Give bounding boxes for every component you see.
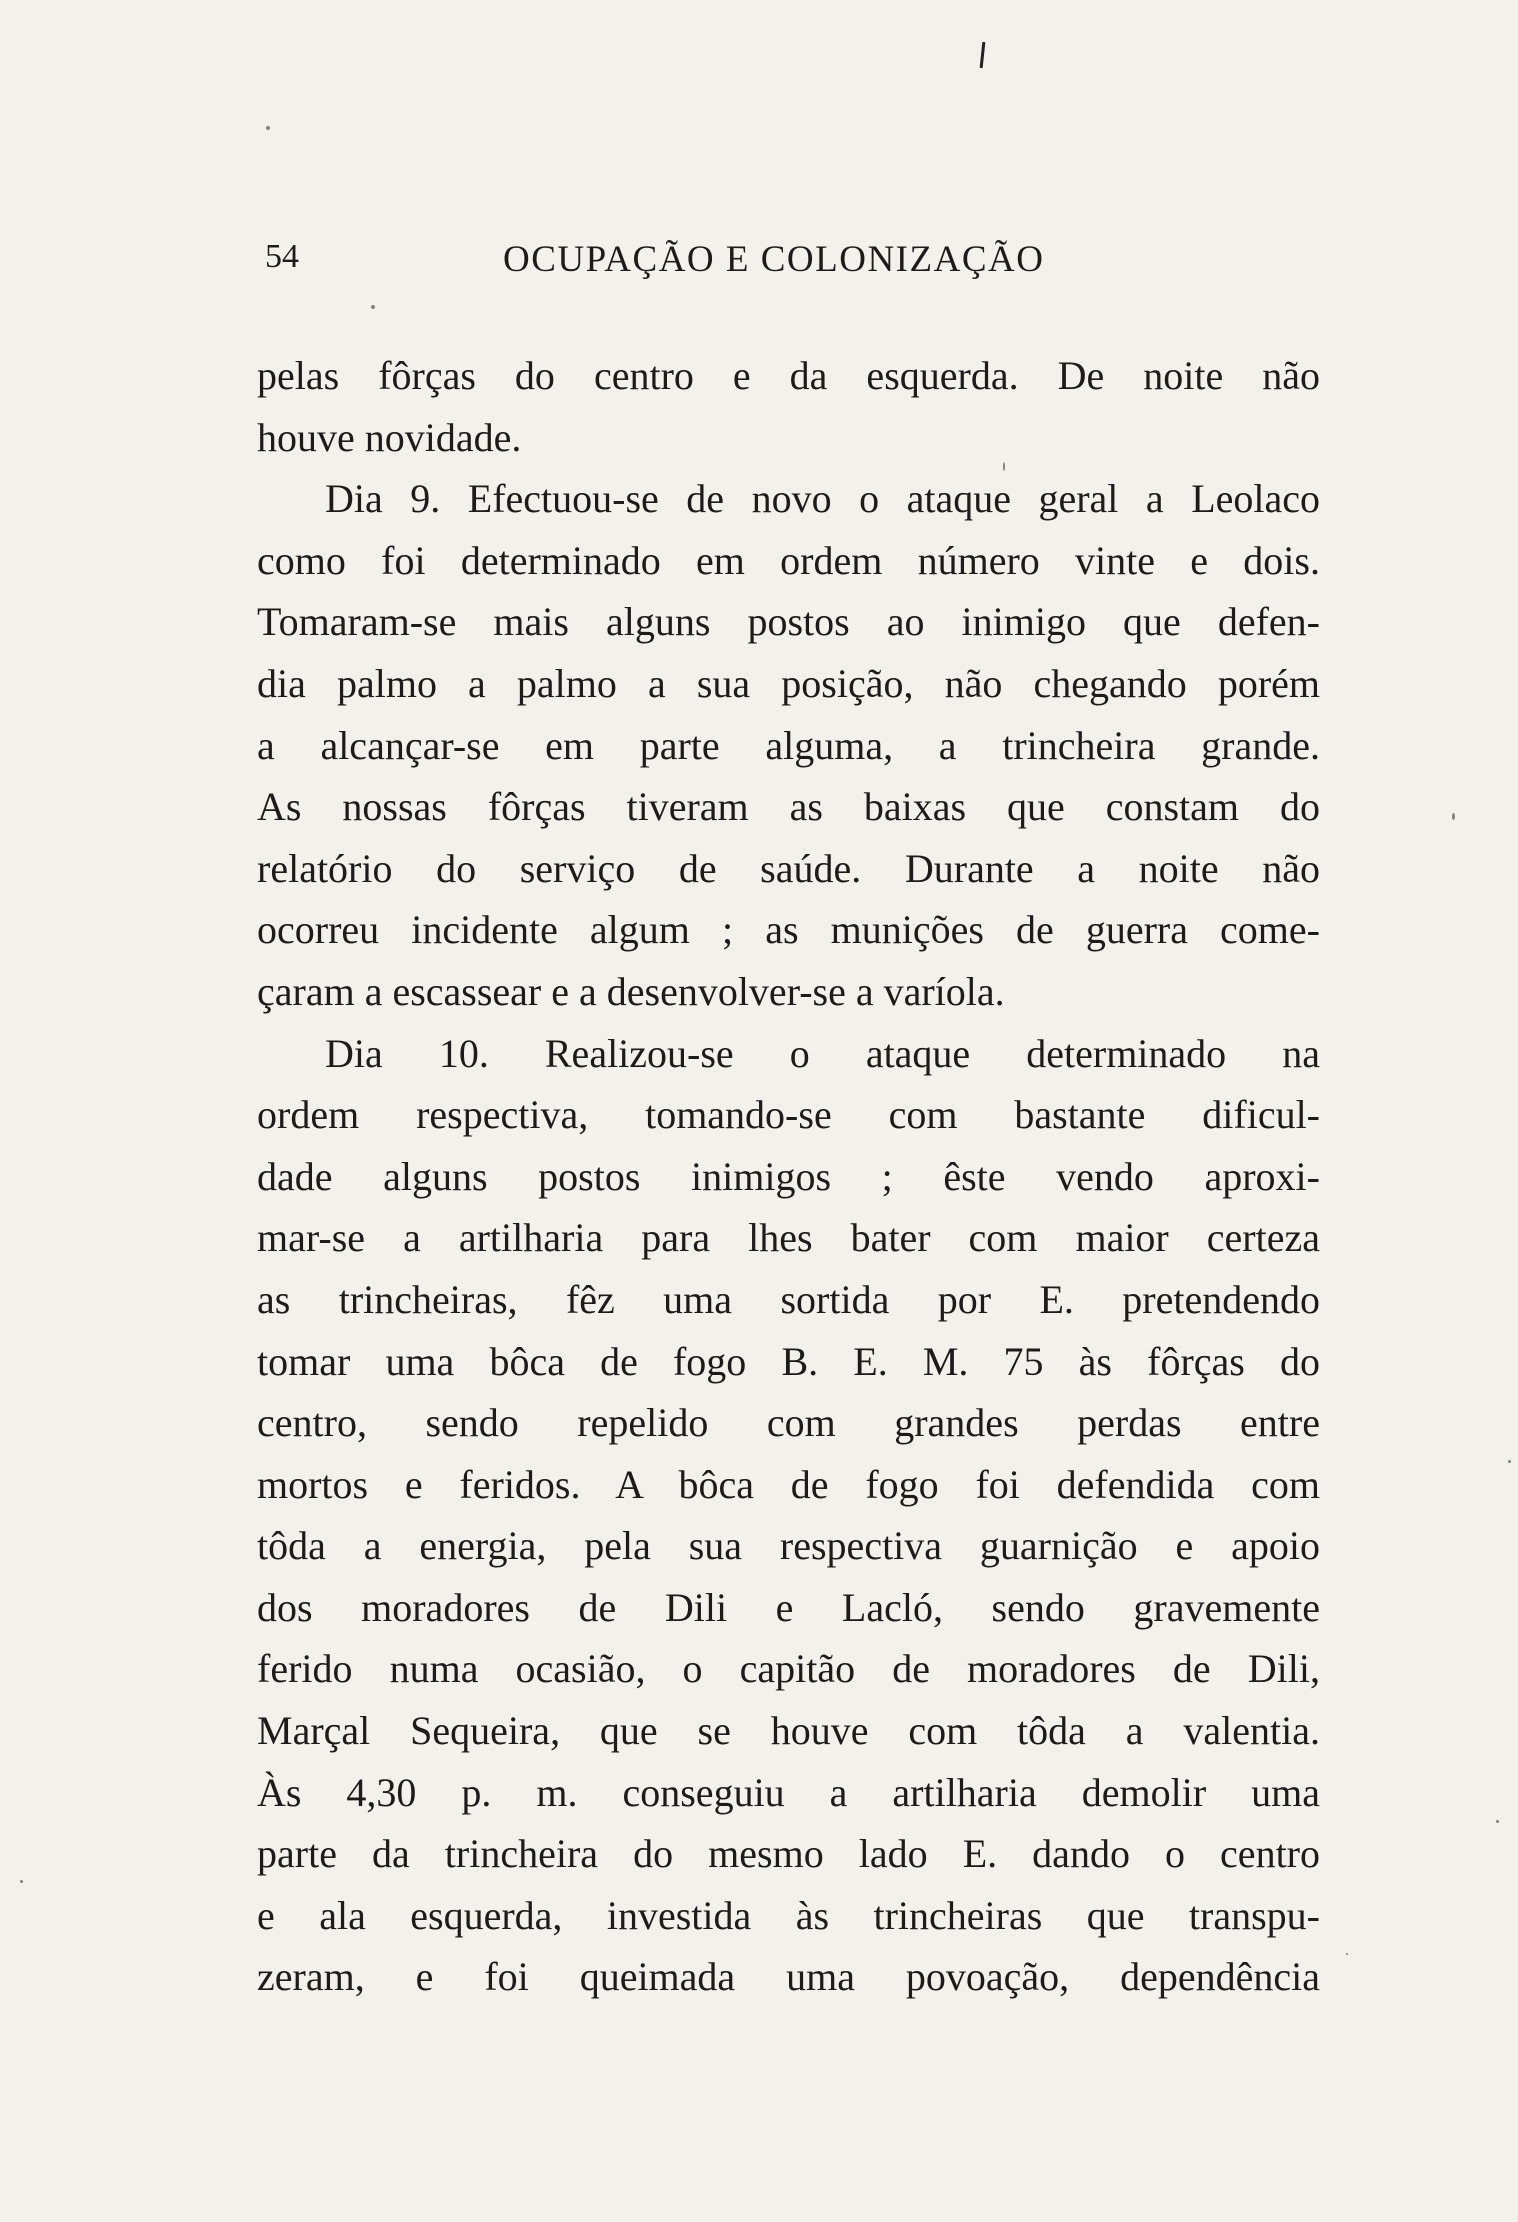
text-line: çaram a escassear e a desenvolver-se a varíola. [257,968,1005,1014]
text-line: mortos e feridos. A bôca de fogo foi defendida com [257,1461,1320,1507]
text-line: Dia 10. Realizou-se o ataque determinado na [325,1030,1320,1076]
text-line: relatório do serviço de saúde. Durante a noite não [257,845,1320,891]
text-line: a alcançar-se em parte alguma, a trincheira grande. [257,722,1320,768]
text-line: dade alguns postos inimigos ; êste vendo aproxi- [257,1153,1320,1199]
scan-speck [1508,1460,1511,1463]
scan-mark [980,42,986,68]
text-line: tôda a energia, pela sua respectiva guarnição e apoio [257,1523,1320,1569]
scan-speck [1496,1820,1499,1823]
text-line: Às 4,30 p. m. conseguiu a artilharia demolir uma [257,1769,1320,1815]
text-line: e ala esquerda, investida às trincheiras que transpu- [257,1892,1320,1938]
text-line: zeram, e foi queimada uma povoação, dependência [257,1954,1320,2000]
text-line: dos moradores de Dili e Lacló, sendo gravemente [257,1584,1320,1630]
text-line: Tomaram-se mais alguns postos ao inimigo que defen- [257,599,1320,645]
text-line: pelas fôrças do centro e da esquerda. De noite não [257,353,1320,398]
text-line: Dia 9. Efectuou-se de novo o ataque geral a Leolaco [325,476,1320,522]
body-text [257,345,1320,2008]
scan-speck [1346,1953,1348,1955]
scan-speck [1452,813,1455,820]
text-line: dia palmo a palmo a sua posição, não chegando porém [257,660,1320,706]
text-line: Marçal Sequeira, que se houve com tôda a valentia. [257,1708,1320,1754]
text-line: mar-se a artilharia para lhes bater com maior certeza [257,1215,1320,1261]
page-number: 54 [265,238,299,275]
text-line: As nossas fôrças tiveram as baixas que constam do [257,784,1320,830]
scan-speck [266,126,270,130]
text-line: como foi determinado em ordem número vinte e dois. [257,537,1320,583]
text-line: centro, sendo repelido com grandes perdas entre [257,1400,1320,1446]
scan-speck [20,1880,23,1883]
text-line: ferido numa ocasião, o capitão de moradores de Dili, [257,1646,1320,1692]
text-line: houve novidade. [257,414,522,460]
text-line: as trincheiras, fêz uma sortida por E. pretendendo [257,1276,1320,1322]
text-line: ordem respectiva, tomando-se com bastante dificul- [257,1092,1320,1138]
text-line: ocorreu incidente algum ; as munições de guerra come- [257,907,1320,953]
scan-speck [371,305,375,309]
running-title: OCUPAÇÃO E COLONIZAÇÃO [503,239,1045,280]
page-header [265,238,1385,298]
text-line: parte da trincheira do mesmo lado E. dando o centro [257,1831,1320,1877]
text-line: tomar uma bôca de fogo B. E. M. 75 às fôrças do [257,1338,1320,1384]
